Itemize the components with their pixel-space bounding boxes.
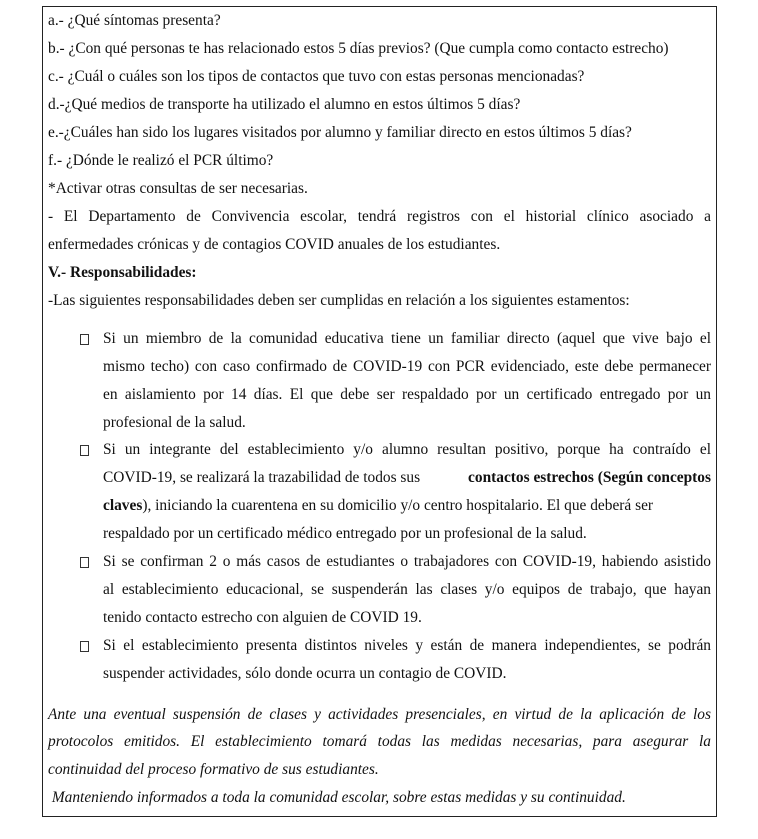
question-e: e.-¿Cuáles han sido los lugares visitados por alumno y familiar directo en estos últimos 5 días?: [48, 124, 632, 141]
registro-line-1: - El Departamento de Convivencia escolar, tendrá registros con el historial clínico asociado a: [48, 208, 711, 225]
closing-line-2: protocolos emitidos. El establecimiento tomará todas las medidas necesarias, para asegurar la: [48, 733, 711, 750]
bullet-2-bold-text: contactos estrechos (Según conceptos: [468, 469, 711, 486]
question-c: c.- ¿Cuál o cuáles son los tipos de contactos que tuvo con estas personas mencionadas?: [48, 68, 585, 85]
bullet-box-icon: [80, 334, 89, 345]
question-b: b.- ¿Con qué personas te has relacionado estos 5 días previos? (Que cumpla como contacto estrecho): [48, 40, 669, 57]
bullet-2-line-1: Si un integrante del establecimiento y/o alumno resultan positivo, porque ha contraído el: [103, 441, 711, 458]
closing-line-4: Manteniendo informados a toda la comunidad escolar, sobre estas medidas y su continuidad.: [48, 789, 626, 806]
bullet-3-line-2: al establecimiento educacional, se suspenderán las clases y/o equipos de trabajo, que hayan: [103, 581, 711, 598]
bullet-1-line-4: profesional de la salud.: [103, 414, 246, 431]
bullet-1-line-1: Si un miembro de la comunidad educativa tiene un familiar directo (aquel que vive bajo el: [103, 330, 711, 347]
closing-line-1: Ante una eventual suspensión de clases y actividades presenciales, en virtud de la aplicación de los: [48, 706, 711, 723]
bullet-box-icon: [80, 557, 89, 568]
question-f: f.- ¿Dónde le realizó el PCR último?: [48, 152, 274, 169]
bullet-box-icon: [80, 641, 89, 652]
activar-note: *Activar otras consultas de ser necesarias.: [48, 180, 308, 197]
registro-line-2: enfermedades crónicas y de contagios COVID anuales de los estudiantes.: [48, 236, 501, 253]
bullet-1-line-3: en aislamiento por 14 días. El que debe ser respaldado por un certificado entregado por un: [103, 386, 711, 403]
bullet-3-line-3: tenido contacto estrecho con alguien de COVID 19.: [103, 609, 422, 626]
bullet-box-icon: [80, 445, 89, 456]
intro-text: -Las siguientes responsabilidades deben ser cumplidas en relación a los siguientes estamentos:: [48, 292, 630, 309]
closing-line-3: continuidad del proceso formativo de sus estudiantes.: [48, 761, 379, 778]
bullet-2-line-3: [103, 497, 653, 515]
question-a: a.- ¿Qué síntomas presenta?: [48, 12, 221, 29]
bullet-4-line-2: suspender actividades, sólo donde ocurra un contagio de COVID.: [103, 665, 507, 682]
bullet-3-line-1: Si se confirman 2 o más casos de estudiantes o trabajadores con COVID-19, habiendo asistido: [103, 553, 711, 570]
question-d: d.-¿Qué medios de transporte ha utilizado el alumno en estos últimos 5 días?: [48, 96, 521, 113]
bullet-2-line-4: respaldado por un certificado médico entregado por un profesional de la salud.: [103, 525, 587, 542]
bullet-2-line-3-text: ), iniciando la cuarentena en su domicilio y/o centro hospitalario. El que deberá ser: [142, 497, 654, 514]
bullet-1-line-2: mismo techo) con caso confirmado de COVID-19 con PCR evidenciado, este debe permanecer: [103, 358, 711, 375]
bullet-2-line-2-text: COVID-19, se realizará la trazabilidad de todos sus: [103, 469, 421, 486]
bullet-4-line-1: Si el establecimiento presenta distintos niveles y están de manera independientes, se podrán: [103, 637, 711, 654]
bullet-2-line-2: [103, 469, 711, 487]
section-title: V.- Responsabilidades:: [48, 264, 197, 281]
bullet-2-bold-claves: claves: [103, 497, 143, 514]
